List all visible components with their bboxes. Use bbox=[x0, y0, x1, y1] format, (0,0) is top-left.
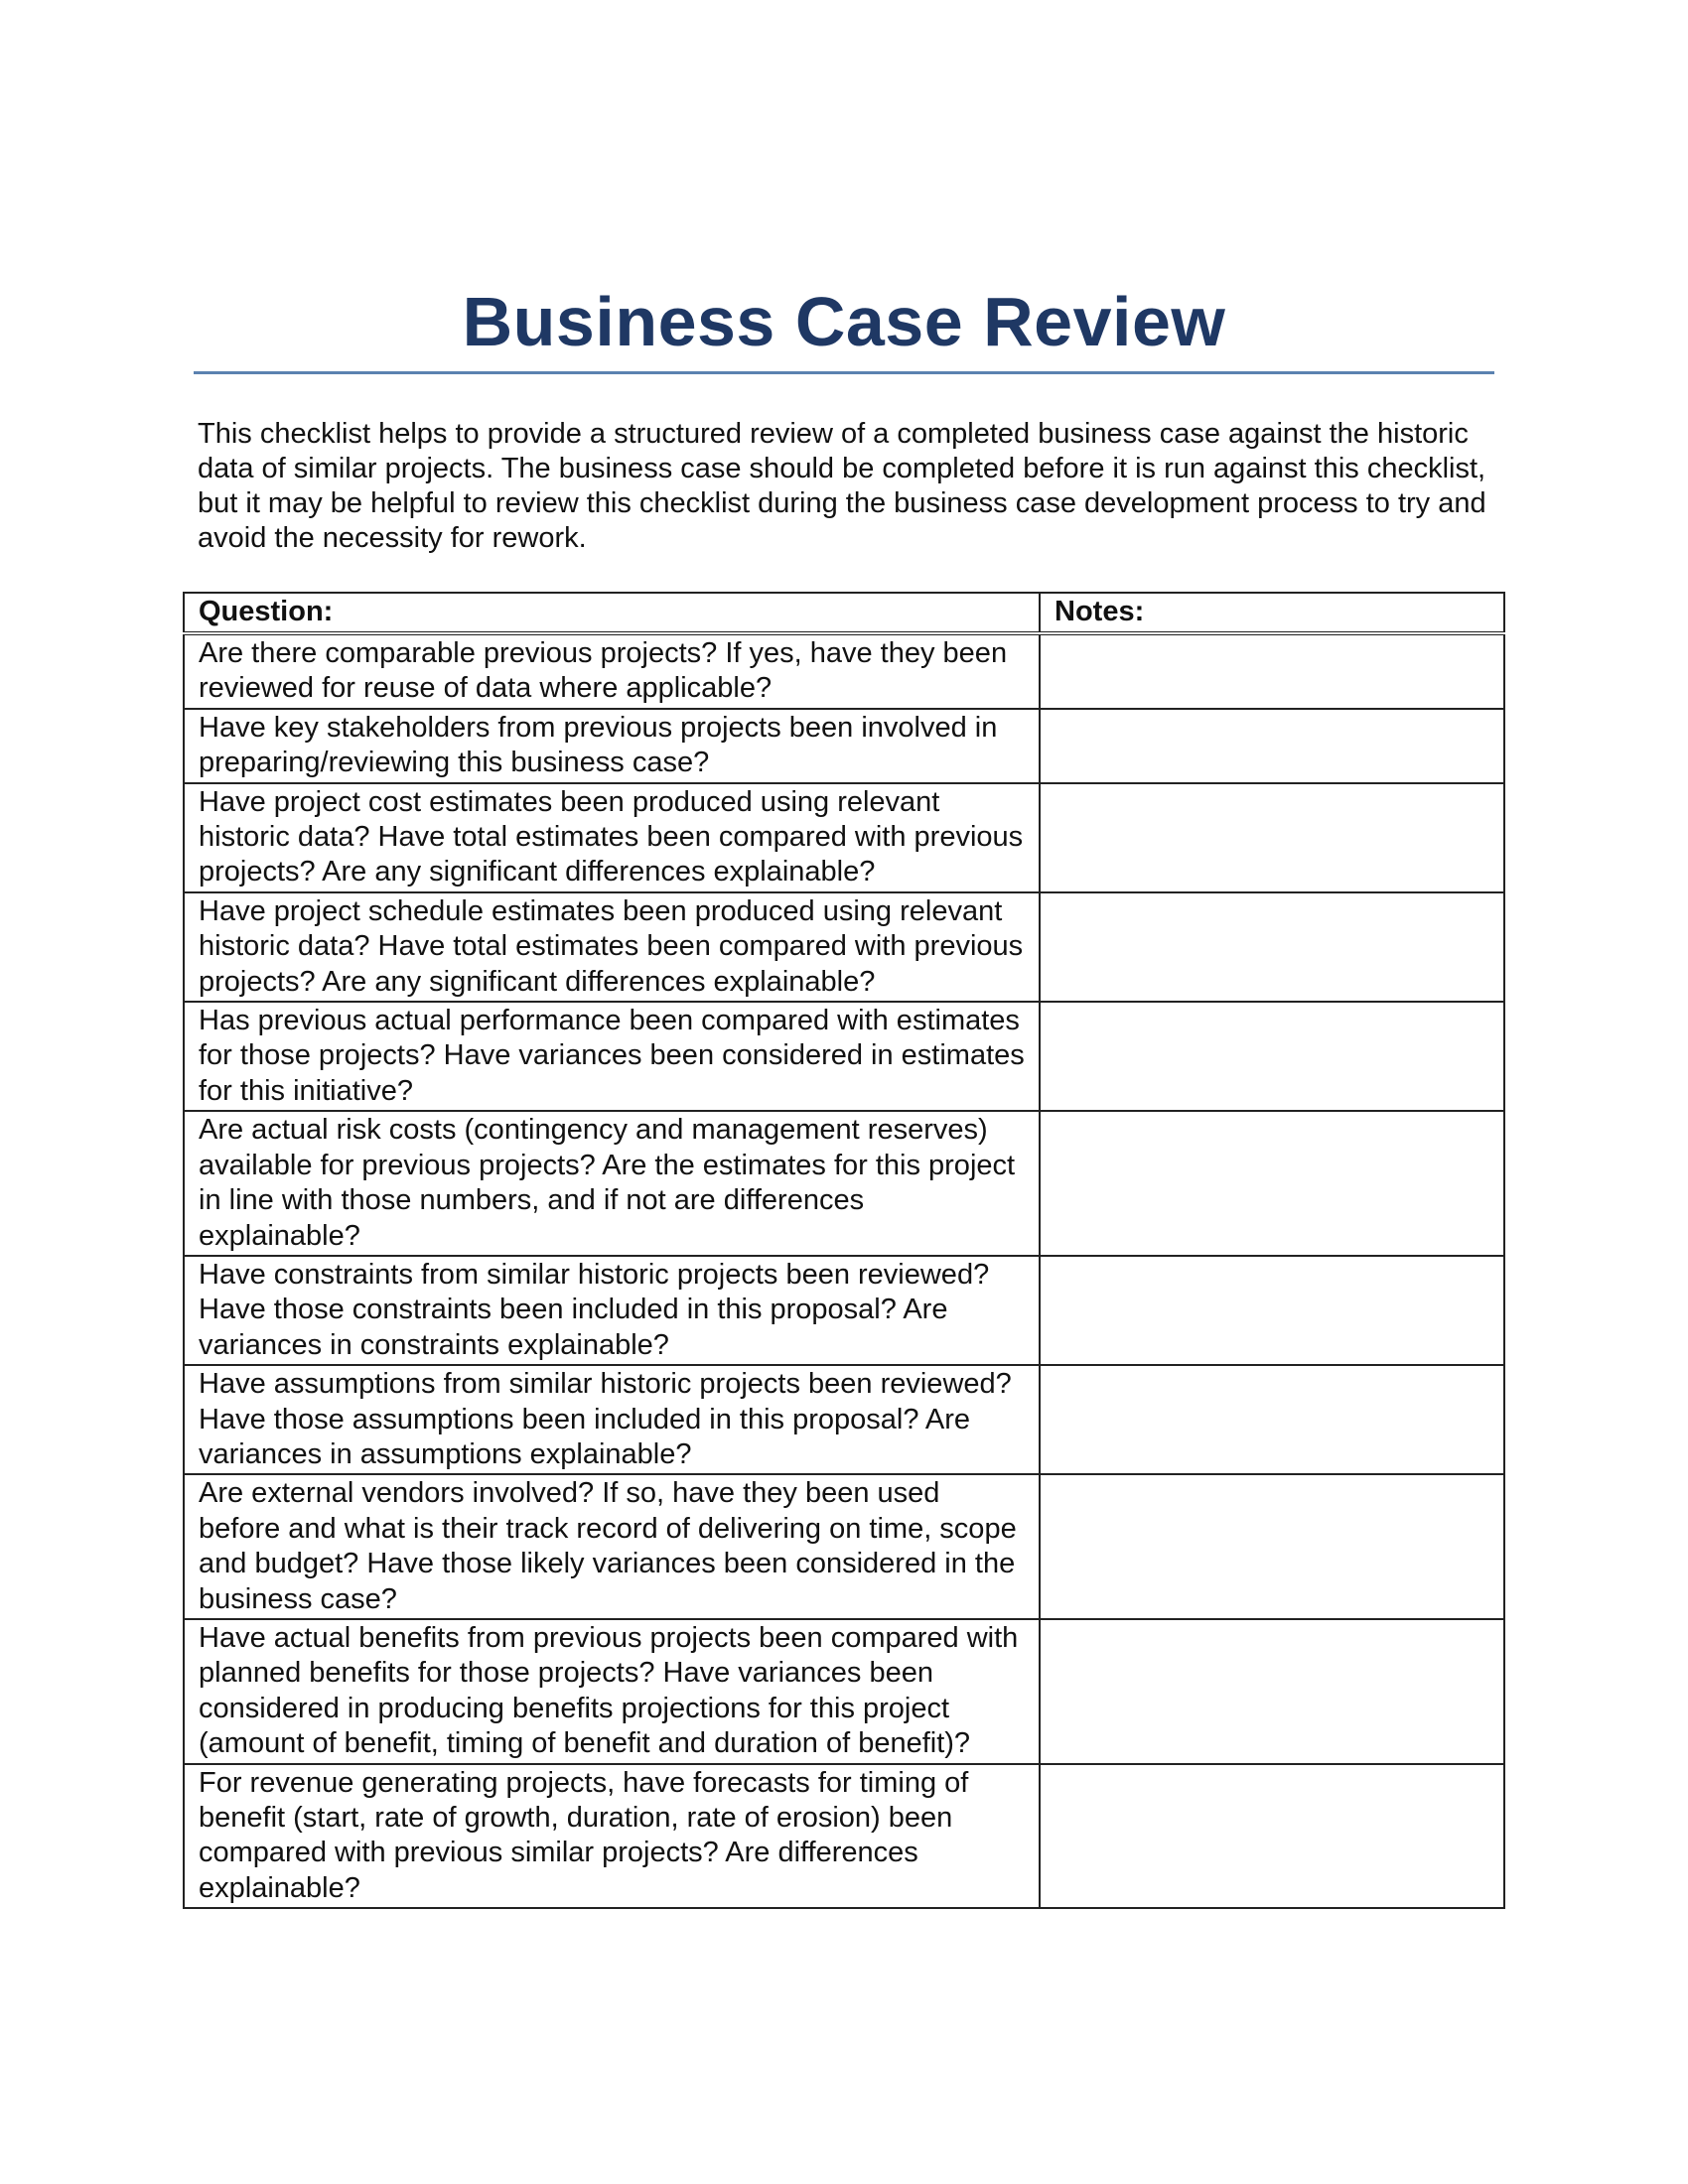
title-divider bbox=[194, 371, 1494, 374]
notes-cell[interactable] bbox=[1040, 1474, 1504, 1619]
question-cell: Have constraints from similar historic projects been reviewed? Have those constraints been included in this proposal? Are variances in constraints explainable? bbox=[184, 1256, 1040, 1365]
question-cell: Have actual benefits from previous projects been compared with planned benefits for those projects? Have variances been considered in producing benefits projections for this project (amount of benefit, timing of benefit and duration of benefit)? bbox=[184, 1619, 1040, 1764]
table-row bbox=[184, 892, 1504, 1002]
page-title: Business Case Review bbox=[462, 283, 1226, 360]
question-cell: Have project schedule estimates been produced using relevant historic data? Have total estimates been compared with previous projects? Are any significant differences explainable? bbox=[184, 892, 1040, 1002]
table-row bbox=[184, 1256, 1504, 1365]
table-row bbox=[184, 633, 1504, 709]
table-row bbox=[184, 1002, 1504, 1111]
notes-cell[interactable] bbox=[1040, 709, 1504, 783]
notes-cell[interactable] bbox=[1040, 1256, 1504, 1365]
table-header-row bbox=[184, 593, 1504, 633]
question-cell: Have assumptions from similar historic projects been reviewed? Have those assumptions been included in this proposal? Are variances in assumptions explainable? bbox=[184, 1365, 1040, 1474]
notes-cell[interactable] bbox=[1040, 892, 1504, 1002]
table-row bbox=[184, 709, 1504, 783]
table-row bbox=[184, 1619, 1504, 1764]
question-cell: Are actual risk costs (contingency and management reserves) available for previous projects? Are the estimates for this project in line with those numbers, and if not are differences explainable? bbox=[184, 1111, 1040, 1256]
question-cell: For revenue generating projects, have forecasts for timing of benefit (start, rate of growth, duration, rate of erosion) been compared with previous similar projects? Are differences explainable? bbox=[184, 1764, 1040, 1909]
question-cell: Has previous actual performance been compared with estimates for those projects? Have variances been considered in estimates for this initiative? bbox=[184, 1002, 1040, 1111]
notes-cell[interactable] bbox=[1040, 783, 1504, 892]
notes-cell[interactable] bbox=[1040, 1365, 1504, 1474]
notes-cell[interactable] bbox=[1040, 633, 1504, 709]
table-row bbox=[184, 1111, 1504, 1256]
question-cell: Are external vendors involved? If so, have they been used before and what is their track record of delivering on time, scope and budget? Have those likely variances been considered in the business case? bbox=[184, 1474, 1040, 1619]
table-row bbox=[184, 1474, 1504, 1619]
notes-cell[interactable] bbox=[1040, 1619, 1504, 1764]
table-row bbox=[184, 783, 1504, 892]
notes-cell[interactable] bbox=[1040, 1002, 1504, 1111]
question-column-header: Question: bbox=[184, 593, 1040, 633]
notes-cell[interactable] bbox=[1040, 1764, 1504, 1909]
intro-paragraph: This checklist helps to provide a structured review of a completed business case against the historic data of similar projects. The business case should be completed before it is run against this checklist, but it may be helpful to review this checklist during the business case development process to try and avoid the necessity for rework. bbox=[198, 418, 1486, 554]
question-cell: Are there comparable previous projects? If yes, have they been reviewed for reuse of data where applicable? bbox=[184, 633, 1040, 709]
table-row bbox=[184, 1365, 1504, 1474]
question-cell: Have project cost estimates been produced using relevant historic data? Have total estimates been compared with previous projects? Are any significant differences explainable? bbox=[184, 783, 1040, 892]
table-row bbox=[184, 1764, 1504, 1909]
notes-cell[interactable] bbox=[1040, 1111, 1504, 1256]
checklist-table bbox=[183, 592, 1505, 1909]
question-cell: Have key stakeholders from previous projects been involved in preparing/reviewing this business case? bbox=[184, 709, 1040, 783]
notes-column-header: Notes: bbox=[1040, 593, 1504, 633]
